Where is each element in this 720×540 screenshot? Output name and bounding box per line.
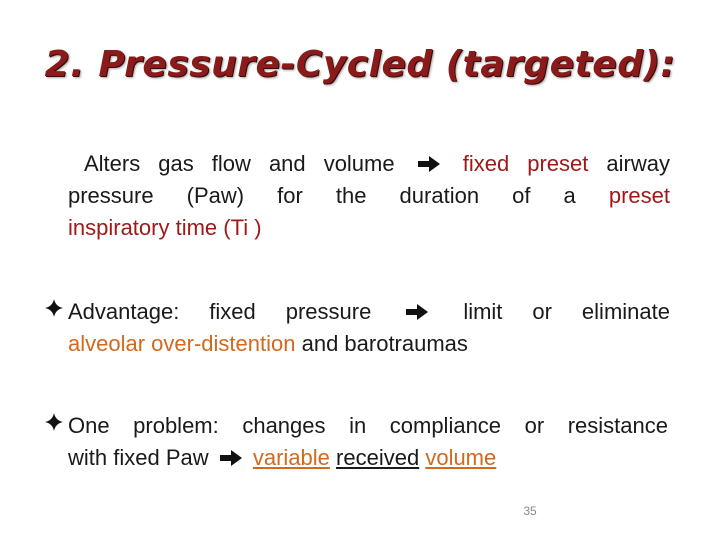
- airway-text: airway: [606, 151, 670, 176]
- definition-line-2: [68, 180, 670, 212]
- problem-line-1: [68, 410, 668, 442]
- variable-text: variable: [252, 445, 330, 470]
- problem-line-2: [68, 442, 668, 474]
- pressure-duration-text: pressure (Paw) for the duration of a: [68, 183, 576, 208]
- definition-line-1: [68, 148, 670, 180]
- right-arrow-icon: [219, 448, 243, 468]
- fixed-paw-text: with fixed Paw: [68, 445, 209, 470]
- over-distention-text: alveolar over-distention: [68, 331, 296, 356]
- definition-line-3: [68, 212, 670, 244]
- advantage-line-2: [68, 328, 670, 360]
- right-arrow-icon: [405, 302, 429, 322]
- volume-text: volume: [425, 445, 497, 470]
- slide-title: [0, 44, 720, 85]
- problem-label: One problem:: [68, 413, 219, 438]
- definition-text: Alters gas flow and volume: [84, 151, 395, 176]
- title-text: Pressure-Cycled (targeted):: [98, 44, 676, 85]
- fixed-preset-text: fixed preset: [462, 151, 589, 176]
- problem-text: changes in compliance or resistance: [242, 413, 668, 438]
- diamond-bullet-icon: [44, 298, 64, 324]
- received-text: received: [336, 445, 420, 470]
- inspiratory-time-text: inspiratory time (Ti ): [68, 215, 262, 240]
- advantage-text: fixed pressure: [209, 299, 372, 324]
- page-number: 35: [523, 504, 537, 518]
- barotraumas-text: and barotraumas: [301, 331, 468, 356]
- advantage-result-text: limit or eliminate: [463, 299, 670, 324]
- advantage-label: Advantage:: [68, 299, 180, 324]
- advantage-paragraph: [68, 296, 670, 360]
- advantage-line-1: [68, 296, 670, 328]
- problem-paragraph: [68, 410, 668, 474]
- right-arrow-icon: [417, 154, 441, 174]
- preset-text: preset: [608, 183, 670, 208]
- diamond-bullet-icon: [44, 412, 64, 438]
- title-number: 2.: [44, 44, 85, 85]
- definition-paragraph: [68, 148, 670, 244]
